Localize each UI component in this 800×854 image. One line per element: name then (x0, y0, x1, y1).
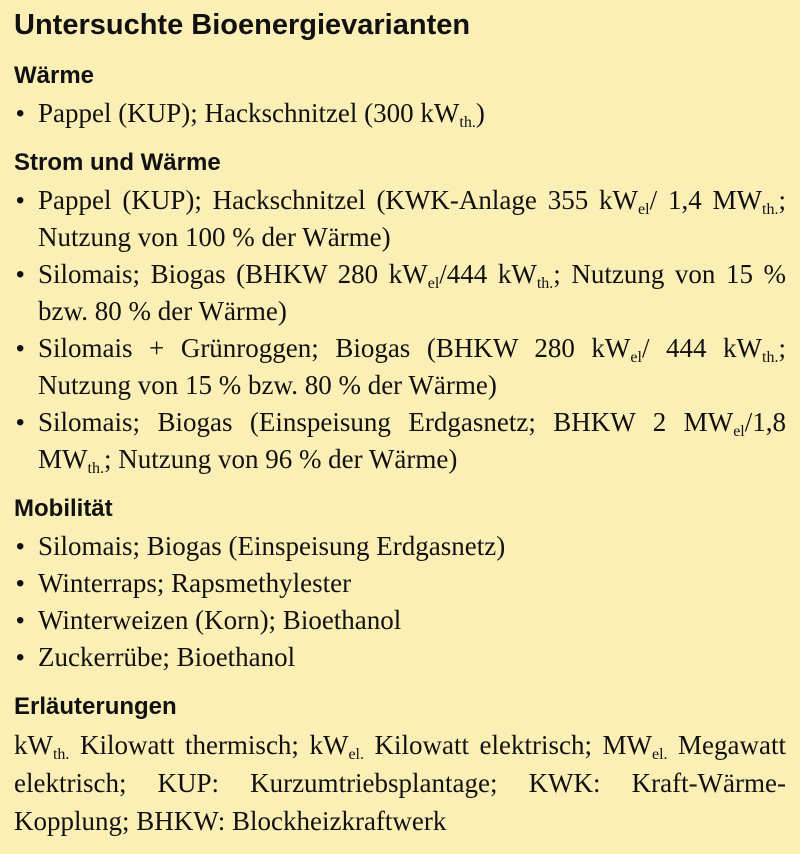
subscript: th. (52, 746, 70, 763)
bullet-icon: • (16, 533, 25, 560)
text-segment: Silomais; Biogas (Einspeisung Erdgasnetz; BHKW 2 MW (38, 407, 734, 437)
list-item (14, 639, 786, 676)
sections-container (14, 61, 786, 676)
section (14, 494, 786, 676)
text-segment: Silomais + Grünroggen; Biogas (BHKW 280 kW (38, 333, 631, 363)
list-item (14, 565, 786, 602)
list-item (14, 182, 786, 256)
text-segment: ; Nutzung von 100 % der Wärme) (38, 185, 786, 252)
list-item (14, 602, 786, 639)
text-segment: ; Nutzung von 15 % bzw. 80 % der Wärme) (38, 333, 786, 400)
subscript: el (630, 349, 642, 366)
notes-text (14, 726, 786, 840)
list-item (14, 95, 786, 132)
bullet-icon: • (16, 607, 25, 634)
subscript: el (427, 275, 440, 292)
subscript: th. (762, 349, 779, 366)
list-item (14, 528, 786, 565)
list-item (14, 404, 786, 478)
text-segment: Kilowatt elektrisch; MW (363, 730, 652, 760)
text-segment: Pappel (KUP); Hackschnitzel (300 kW (38, 98, 460, 128)
bullet-icon: • (16, 644, 25, 671)
text-segment: Megawatt elektrisch; KUP: Kurzumtriebsplantage; KWK: Kraft-Wärme-Kopplung; BHKW: Blockheizkraftwerk (14, 730, 786, 836)
section-heading: Wärme (14, 62, 95, 89)
subscript: el (733, 423, 745, 440)
subscript: el. (651, 746, 668, 763)
text-segment: Silomais; Biogas (BHKW 280 kW (38, 259, 428, 289)
text-segment: /444 kW (439, 259, 537, 289)
bullet-icon: • (16, 261, 25, 288)
text-segment: Kilowatt thermisch; kW (69, 730, 349, 760)
list-item (14, 256, 786, 330)
bullet-icon: • (16, 570, 25, 597)
text-segment: ; Nutzung von 96 % der Wärme) (103, 444, 458, 474)
text-segment: / 1,4 MW (649, 185, 763, 215)
subscript: th. (87, 460, 104, 477)
text-segment: ; Nutzung von 15 % bzw. 80 % der Wärme) (38, 259, 786, 326)
bullet-list (14, 182, 786, 478)
bullet-icon: • (16, 335, 25, 362)
subscript: th. (536, 275, 554, 292)
page-title: Untersuchte Bioenergievarianten (14, 9, 471, 41)
section-heading: Mobilität (14, 495, 113, 522)
text-segment: Zuckerrübe; Bioethanol (38, 642, 296, 672)
text-segment: / 444 kW (641, 333, 763, 363)
text-segment: Silomais; Biogas (Einspeisung Erdgasnetz) (38, 531, 506, 561)
notes-heading: Erläuterungen (14, 693, 177, 720)
section (14, 148, 786, 478)
text-segment: Winterraps; Rapsmethylester (38, 568, 352, 598)
subscript: th. (459, 114, 476, 131)
notes-section (14, 692, 786, 840)
subscript: th. (762, 201, 779, 218)
bullet-icon: • (16, 187, 25, 214)
bullet-icon: • (16, 409, 25, 436)
bullet-list (14, 528, 786, 676)
bullet-icon: • (16, 100, 25, 127)
list-item (14, 330, 786, 404)
subscript: el (638, 201, 650, 218)
text-segment: kW (14, 730, 53, 760)
text-segment: ) (475, 98, 485, 128)
text-segment: /1,8 MW (38, 407, 786, 474)
bullet-list (14, 95, 786, 132)
section-heading: Strom und Wärme (14, 149, 221, 176)
text-segment: Winterweizen (Korn); Bioethanol (38, 605, 402, 635)
section (14, 61, 786, 132)
text-segment: Pappel (KUP); Hackschnitzel (KWK-Anlage 355 kW (38, 185, 639, 215)
subscript: el. (348, 746, 364, 763)
